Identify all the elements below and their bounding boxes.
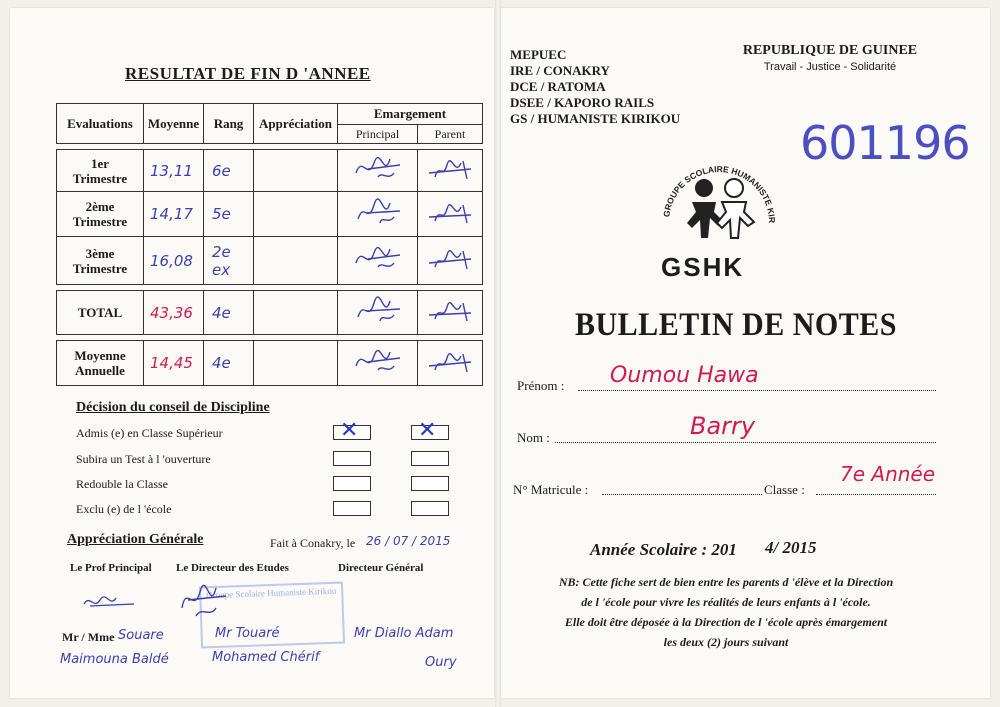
matricule-label: N° Matricule :: [513, 482, 589, 497]
table-row: [57, 237, 483, 285]
admin-line: DSEE / KAPORO RAILS: [510, 95, 655, 110]
decision-label-exclu: Exclu (e) de l 'école: [76, 502, 172, 516]
checkbox-exclu-principal[interactable]: [333, 501, 371, 516]
handwritten-number: 601196: [800, 116, 970, 170]
admin-line: MEPUEC: [510, 47, 567, 62]
header-emargement: Emargement: [338, 104, 483, 125]
header-evaluations: Evaluations: [57, 104, 144, 144]
row-label: Trimestre: [72, 260, 128, 276]
prof-name-top: Souare: [118, 628, 164, 643]
nom-label: Nom :: [517, 430, 550, 445]
table-row: [57, 341, 483, 386]
row-label: Trimestre: [72, 170, 128, 186]
prof-name-bottom: Maimouna Baldé: [60, 652, 169, 667]
nb-line: NB: Cette fiche sert de bien entre les parents d 'élève et la Direction: [558, 575, 894, 589]
role-directeur-general: Directeur Général: [338, 562, 424, 574]
annee-scolaire-label: Année Scolaire : 201: [590, 540, 737, 559]
table-row: [57, 150, 483, 192]
header-principal: Principal: [338, 125, 418, 144]
classe-label: Classe :: [764, 482, 805, 497]
nb-line: de l 'école pour vivre les réalités de leurs enfants à l 'école.: [581, 595, 871, 609]
moyenne-cell: 14,17: [144, 192, 204, 237]
appreciation-cell: [254, 192, 338, 237]
principal-signature: [338, 192, 418, 237]
decision-label-redouble: Redouble la Classe: [76, 477, 168, 491]
principal-signature: [338, 291, 418, 335]
administration-block: [510, 47, 680, 127]
results-title: RESULTAT DE FIN D 'ANNEE: [125, 64, 371, 83]
parent-signature: [418, 237, 483, 285]
checkbox-admis-principal[interactable]: [333, 417, 371, 442]
mr-mme-label: Mr / Mme: [62, 630, 115, 644]
cross-mark-icon: ✕: [340, 417, 359, 442]
appreciation-cell: [254, 150, 338, 192]
rang-cell: 6e: [204, 150, 254, 192]
logo-ring-text: GROUPE SCOLAIRE HUMANISTE KIR: [661, 163, 778, 224]
director-name-top: Mr Touaré: [215, 626, 280, 641]
admin-line: DCE / RATOMA: [510, 79, 606, 94]
logo-abbreviation: GSHK: [661, 252, 745, 282]
parent-signature: [418, 341, 483, 386]
checkbox-exclu-parent[interactable]: [411, 501, 449, 516]
nb-note: [506, 572, 946, 652]
results-table: [56, 103, 483, 386]
rang-cell: 2e ex: [204, 237, 254, 285]
director-name-bottom: Mohamed Chérif: [212, 650, 320, 665]
rang-cell: 4e: [204, 341, 254, 386]
admin-line: GS / HUMANISTE KIRIKOU: [510, 111, 681, 126]
decision-title: Décision du conseil de Discipline: [76, 400, 270, 415]
fait-date: 26 / 07 / 2015: [366, 534, 451, 548]
parent-signature: [418, 192, 483, 237]
row-label: Moyenne: [74, 348, 126, 363]
national-motto: Travail - Justice - Solidarité: [763, 61, 897, 73]
header-rang: Rang: [204, 104, 254, 144]
row-label: Trimestre: [72, 214, 128, 229]
row-label: Annuelle: [75, 363, 125, 378]
moyenne-cell: 13,11: [144, 150, 204, 192]
nb-line: les deux (2) jours suivant: [663, 635, 789, 649]
dg-name-top: Mr Diallo Adam: [354, 626, 454, 641]
checkbox-test-principal[interactable]: [333, 451, 371, 466]
decision-label-test: Subira un Test à l 'ouverture: [76, 452, 211, 466]
checkbox-admis-parent[interactable]: [411, 417, 449, 442]
moyenne-cell: 43,36: [144, 291, 204, 335]
row-label: 3ème: [85, 245, 115, 261]
moyenne-cell: 14,45: [144, 341, 204, 386]
parent-signature: [418, 291, 483, 335]
checkbox-redouble-principal[interactable]: [333, 476, 371, 491]
role-directeur-etudes: Le Directeur des Etudes: [176, 562, 289, 574]
row-label: 1er: [90, 155, 110, 171]
page-fold: [495, 0, 501, 707]
checkbox-redouble-parent[interactable]: [411, 476, 449, 491]
principal-signature: [338, 341, 418, 386]
nom-value: Barry: [690, 412, 756, 440]
principal-signature: [338, 237, 418, 285]
table-row: [57, 291, 483, 335]
table-row: [57, 192, 483, 237]
row-label: 2ème: [85, 199, 115, 214]
school-stamp: Groupe Scolaire Humaniste Kirikou: [199, 582, 345, 649]
svg-text:GROUPE SCOLAIRE HUMANISTE KIRI: [654, 140, 777, 223]
admin-line: IRE / CONAKRY: [510, 63, 610, 78]
classe-line: [816, 494, 936, 495]
row-label: TOTAL: [77, 305, 123, 320]
prof-signature: [80, 586, 140, 616]
classe-value: 7e Année: [840, 462, 936, 486]
header-parent: Parent: [418, 125, 483, 144]
rang-cell: 5e: [204, 192, 254, 237]
principal-signature: [338, 150, 418, 192]
appreciation-cell: [254, 237, 338, 285]
bulletin-title: BULLETIN DE NOTES: [575, 306, 897, 343]
child-light-icon: [717, 179, 754, 238]
nom-line: [555, 442, 936, 443]
role-prof-principal: Le Prof Principal: [70, 562, 152, 574]
dg-name-bottom: Oury: [425, 655, 457, 670]
header-appreciation: Appréciation: [254, 104, 338, 144]
prenom-line: [578, 390, 936, 391]
header-moyenne: Moyenne: [144, 104, 204, 144]
parent-signature: [418, 150, 483, 192]
republic-title: REPUBLIQUE DE GUINEE: [742, 43, 918, 58]
fait-a-label: Fait à Conakry, le: [270, 536, 356, 550]
prenom-value: Oumou Hawa: [610, 363, 759, 388]
decision-label-admis: Admis (e) en Classe Supérieur: [76, 426, 223, 440]
director-signature: [172, 578, 232, 622]
nb-line: Elle doit être déposée à la Direction de l 'école après émargement: [564, 615, 888, 629]
rang-cell: 4e: [204, 291, 254, 335]
prenom-label: Prénom :: [517, 378, 565, 393]
moyenne-cell: 16,08: [144, 237, 204, 285]
cross-mark-icon: ✕: [418, 417, 437, 442]
child-dark-icon: [687, 179, 724, 238]
matricule-line: [602, 494, 762, 495]
annee-scolaire-value: 4/ 2015: [765, 538, 817, 557]
appreciation-generale-title: Appréciation Générale: [67, 532, 204, 547]
appreciation-cell: [254, 341, 338, 386]
checkbox-test-parent[interactable]: [411, 451, 449, 466]
appreciation-cell: [254, 291, 338, 335]
